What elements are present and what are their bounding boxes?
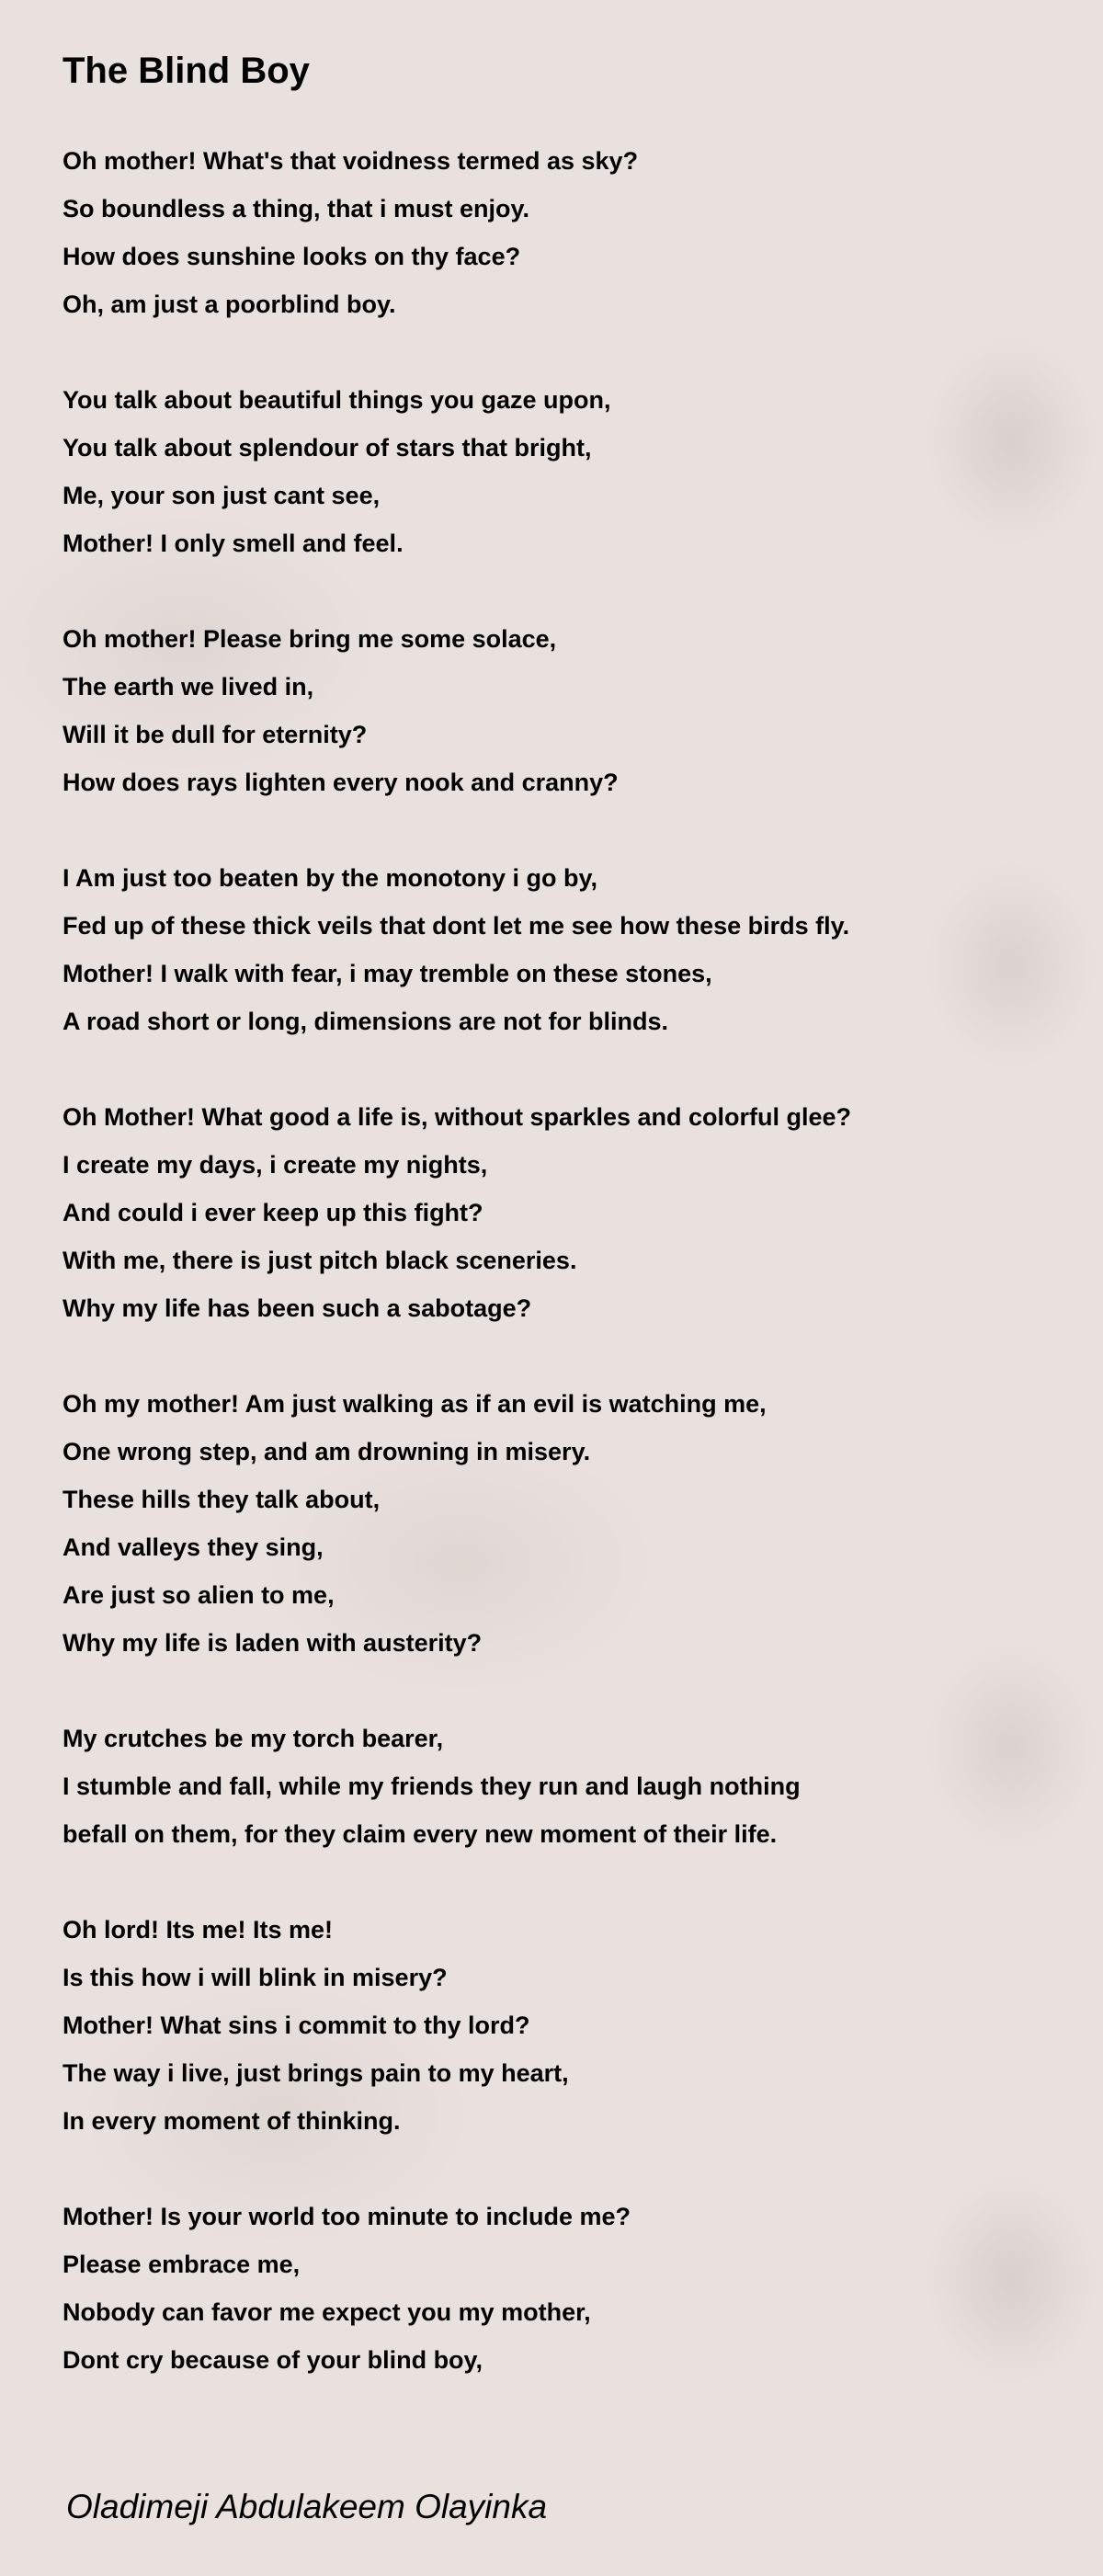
poem-line: The way i live, just brings pain to my heart,	[63, 2059, 569, 2087]
poem-line: Are just so alien to me,	[63, 1581, 335, 1609]
poem-line: With me, there is just pitch black sceneries.	[63, 1247, 577, 1274]
stanza	[63, 854, 851, 1045]
poem-line: I stumble and fall, while my friends they run and laugh nothing	[63, 1772, 801, 1800]
poem-line: The earth we lived in,	[63, 673, 314, 701]
poem-line: Why my life has been such a sabotage?	[63, 1294, 532, 1322]
poem-line: Mother! What sins i commit to thy lord?	[63, 2012, 530, 2039]
poem-author: Oladimeji Abdulakeem Olayinka	[66, 2488, 548, 2525]
poem-line: One wrong step, and am drowning in misery.	[63, 1438, 591, 1465]
stanza	[63, 1380, 851, 1667]
poem-line: Oh my mother! Am just walking as if an evil is watching me,	[63, 1390, 767, 1418]
poem-line: You talk about beautiful things you gaze upon,	[63, 386, 611, 414]
poem-line: Oh mother! What's that voidness termed as sky?	[63, 147, 639, 175]
poem-line: Dont cry because of your blind boy,	[63, 2346, 483, 2374]
poem-line: Mother! I walk with fear, i may tremble on these stones,	[63, 960, 712, 987]
poem-line: Oh, am just a poorblind boy.	[63, 291, 396, 318]
poem-line: Oh mother! Please bring me some solace,	[63, 625, 557, 653]
poem-line: befall on them, for they claim every new moment of their life.	[63, 1820, 778, 1848]
poem-line: Why my life is laden with austerity?	[63, 1629, 483, 1657]
poem-line: Oh Mother! What good a life is, without sparkles and colorful glee?	[63, 1103, 852, 1131]
poem-line: Me, your son just cant see,	[63, 482, 381, 509]
poem-line: How does rays lighten every nook and cranny?	[63, 769, 619, 796]
poem-body	[63, 137, 851, 2432]
stanza	[63, 376, 851, 567]
stanza	[63, 1906, 851, 2145]
poem-line: You talk about splendour of stars that bright,	[63, 434, 592, 462]
poem-line: My crutches be my torch bearer,	[63, 1725, 444, 1752]
stanza	[63, 137, 851, 328]
stanza	[63, 2193, 851, 2384]
poem-line: Oh lord! Its me! Its me!	[63, 1916, 334, 1943]
poem-line: Mother! I only smell and feel.	[63, 530, 404, 557]
poem-line: These hills they talk about,	[63, 1486, 381, 1513]
poem-line: I create my days, i create my nights,	[63, 1151, 488, 1179]
stanza	[63, 1093, 851, 1332]
poem-line: Nobody can favor me expect you my mother,	[63, 2298, 591, 2326]
stanza	[63, 1715, 851, 1858]
poem-line: Fed up of these thick veils that dont let me see how these birds fly.	[63, 912, 850, 940]
poem-line: And valleys they sing,	[63, 1533, 324, 1561]
poem-line: A road short or long, dimensions are not for blinds.	[63, 1008, 669, 1035]
poem-line: I Am just too beaten by the monotony i go by,	[63, 864, 598, 892]
poem-line: And could i ever keep up this fight?	[63, 1199, 483, 1226]
poem-line: Is this how i will blink in misery?	[63, 1964, 448, 1991]
poem-line: Mother! Is your world too minute to include me?	[63, 2203, 631, 2230]
poem-title: The Blind Boy	[63, 51, 310, 91]
poem-line: Please embrace me,	[63, 2251, 301, 2278]
poem-line: In every moment of thinking.	[63, 2107, 401, 2135]
poem-line: Will it be dull for eternity?	[63, 721, 368, 748]
stanza	[63, 615, 851, 806]
poem-line: How does sunshine looks on thy face?	[63, 243, 521, 270]
poem-line: So boundless a thing, that i must enjoy.	[63, 195, 530, 222]
